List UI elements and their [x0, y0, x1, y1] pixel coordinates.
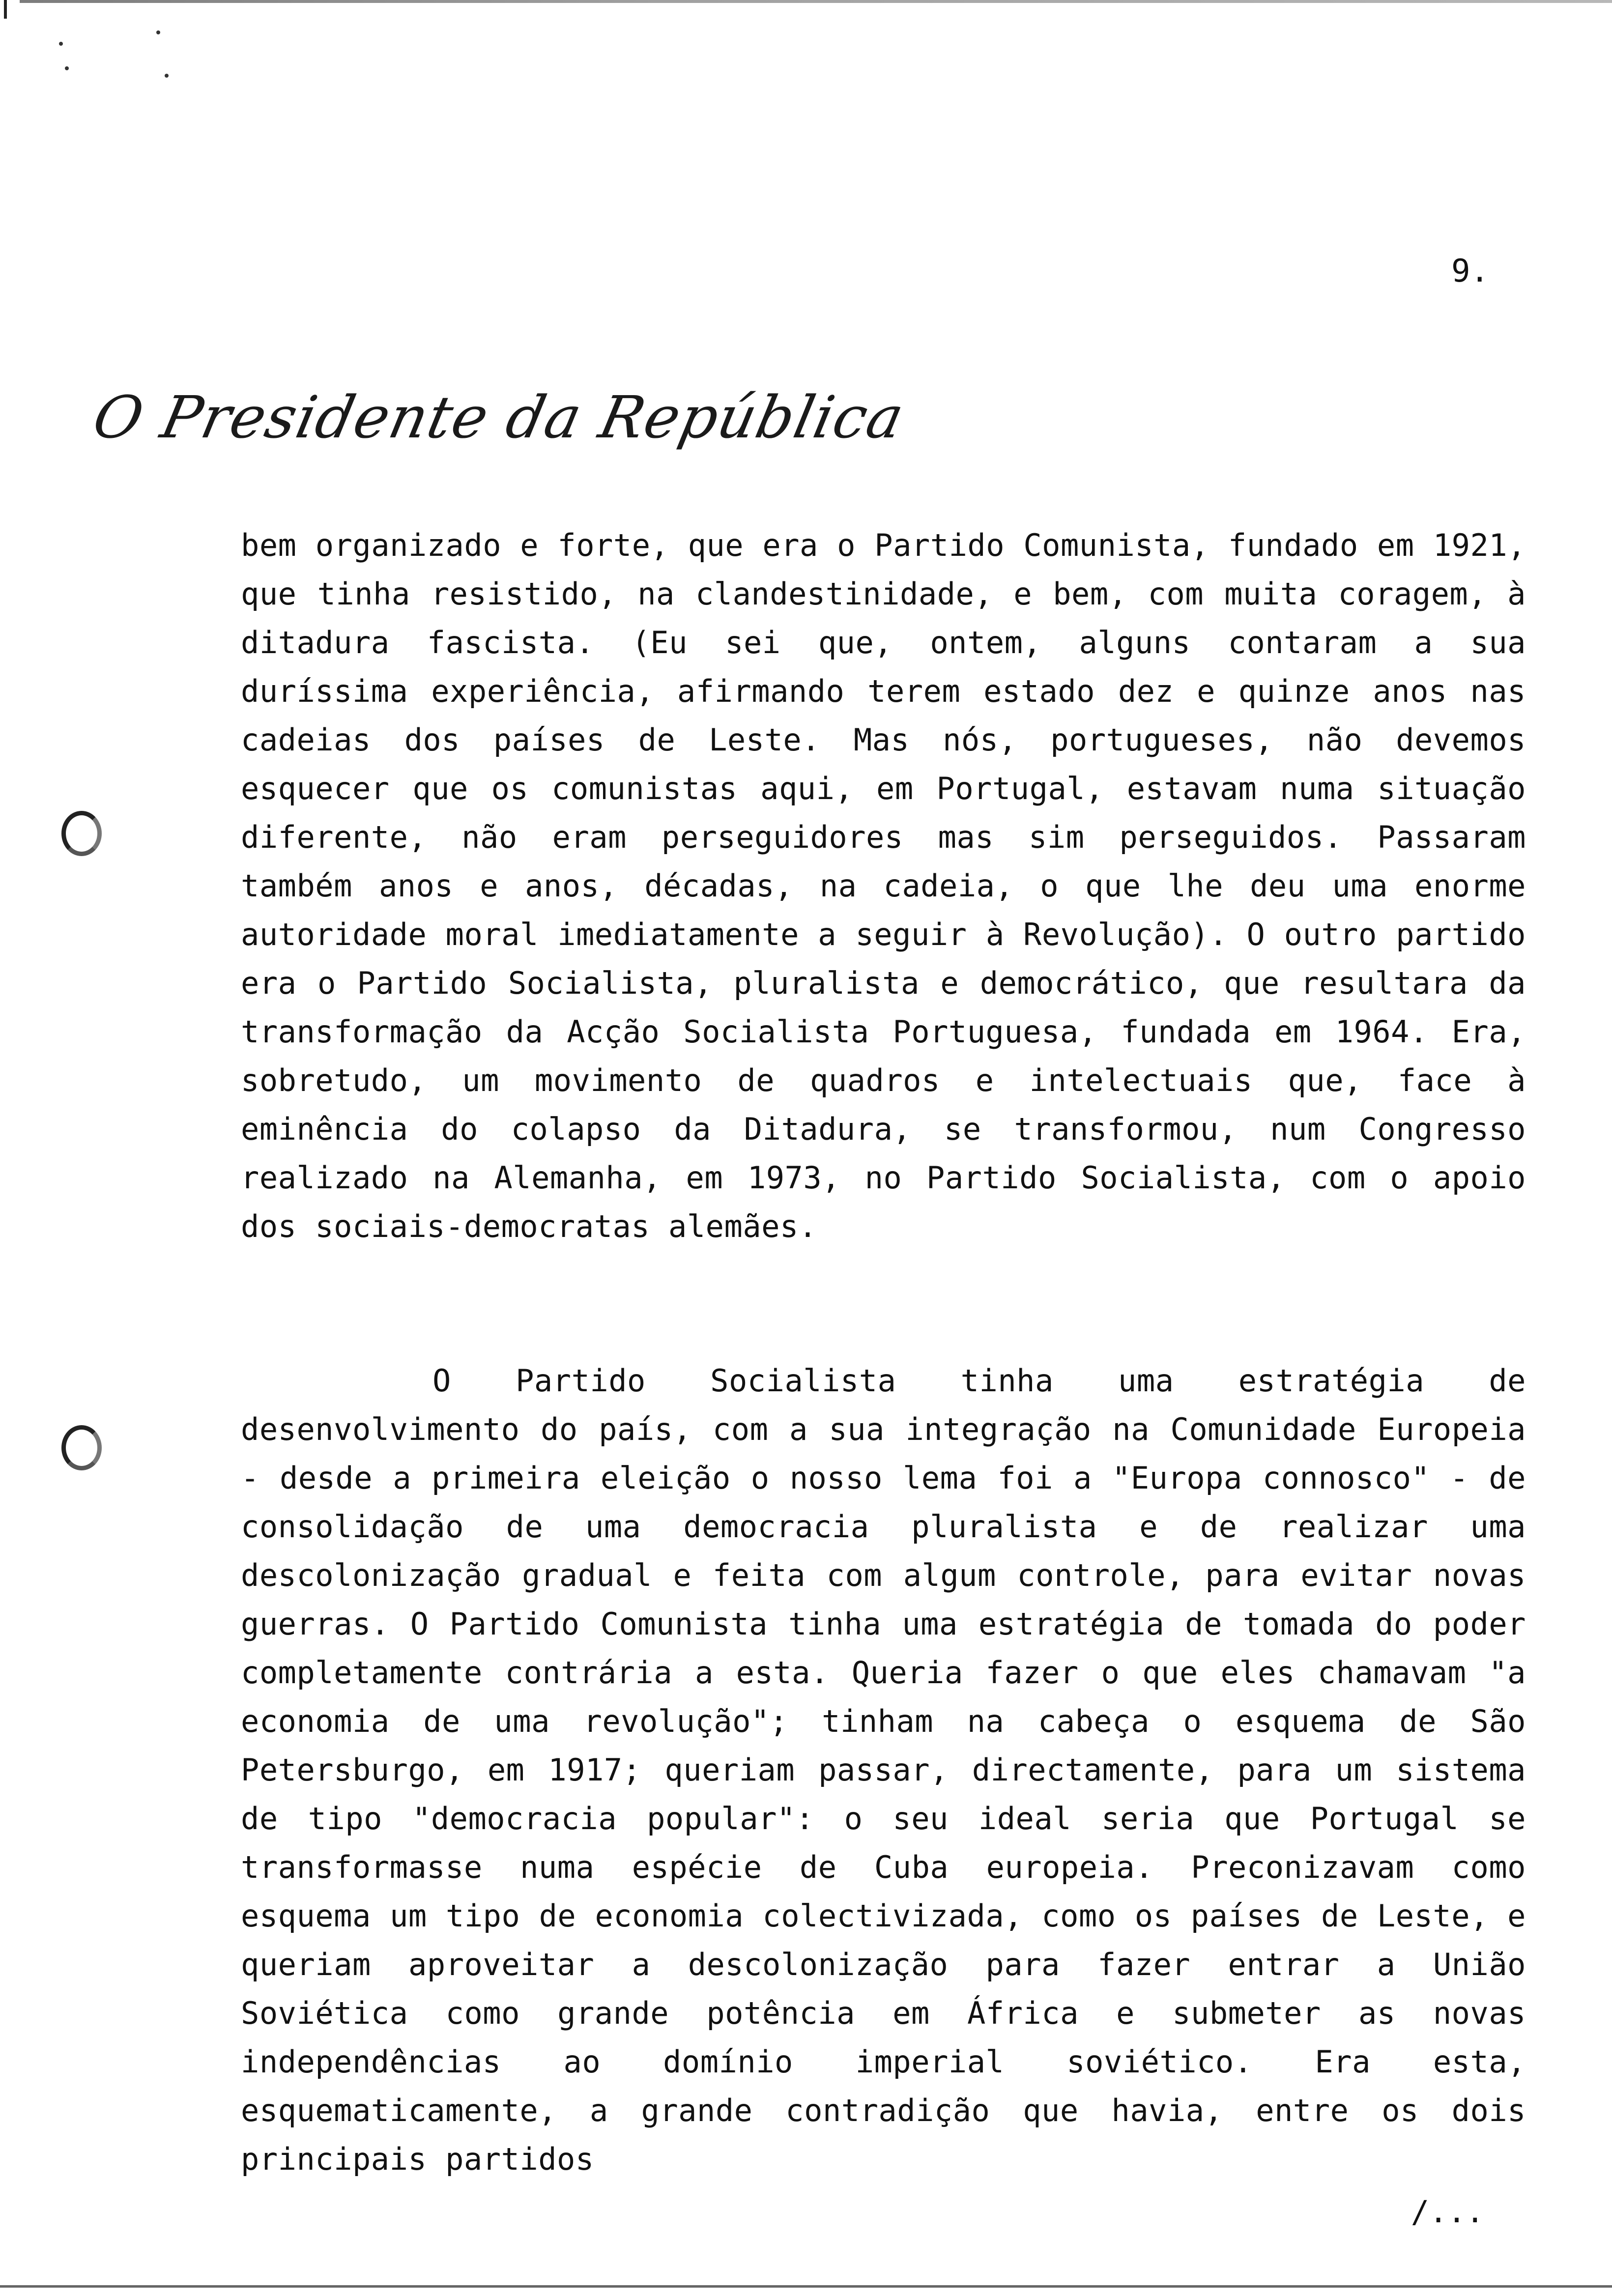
- scan-speck: [65, 66, 69, 70]
- punch-hole: [61, 811, 102, 856]
- body-paragraph-1: bem organizado e forte, que era o Partido Comunista, fundado em 1921, que tinha resistido, na clandestinidade, e bem, com muita coragem, à ditadura fascista. (Eu sei que, ontem, alguns contaram a sua duríssima experiência, afirmando terem estado dez e quinze anos nas cadeias dos países de Leste. Mas nós, portugueses, não devemos esquecer que os comunistas aqui, em Portugal, estavam numa situação diferente, não eram perseguidores mas sim perseguidos. Passaram também anos e anos, décadas, na cadeia, o que lhe deu uma enorme autoridade moral imediatamente a seguir à Revolução). O outro partido era o Partido Socialista, pluralista e democrático, que resultara da transformação da Acção Socialista Portuguesa, fundada em 1964. Era, sobretudo, um movimento de quadros e intelectuais que, face à eminência do colapso da Ditadura, se transformou, num Congresso realizado na Alemanha, em 1973, no Partido Socialista, com o apoio dos sociais-democratas alemães.: [241, 527, 1526, 1244]
- scan-edge-bottom: [0, 2285, 1612, 2288]
- page-number: 9.: [1451, 253, 1489, 289]
- scan-speck: [156, 30, 160, 34]
- scan-speck: [59, 42, 63, 46]
- scan-margin-mark: [4, 0, 7, 19]
- scan-edge-top: [20, 0, 1612, 3]
- punch-hole: [61, 1425, 102, 1470]
- letterhead: O Presidente da República: [87, 383, 911, 451]
- continuation-mark: /...: [1410, 2194, 1484, 2230]
- body-paragraph-2: O Partido Socialista tinha uma estratégia de desenvolvimento do país, com a sua integração na Comunidade Europeia - desde a primeira eleição o nosso lema foi a "Europa connosco" - de consolidação de uma democracia pluralista e de realizar uma descolonização gradual e feita com algum controle, para evitar novas guerras. O Partido Comunista tinha uma estratégia de tomada do poder completamente contrária a esta. Queria fazer o que eles chamavam "a economia de uma revolução"; tinham na cabeça o esquema de São Petersburgo, em 1917; queriam passar, directamente, para um sistema de tipo "democracia popular": o seu ideal seria que Portugal se transformasse numa espécie de Cuba europeia. Preconizavam como esquema um tipo de economia colectivizada, como os países de Leste, e queriam aproveitar a descolonização para fazer entrar a União Soviética como grande potência em África e submeter as novas independências ao domínio imperial soviético. Era esta, esquematicamente, a grande contradição que havia, entre os dois principais partidos: [241, 1363, 1526, 2177]
- scan-speck: [165, 74, 169, 78]
